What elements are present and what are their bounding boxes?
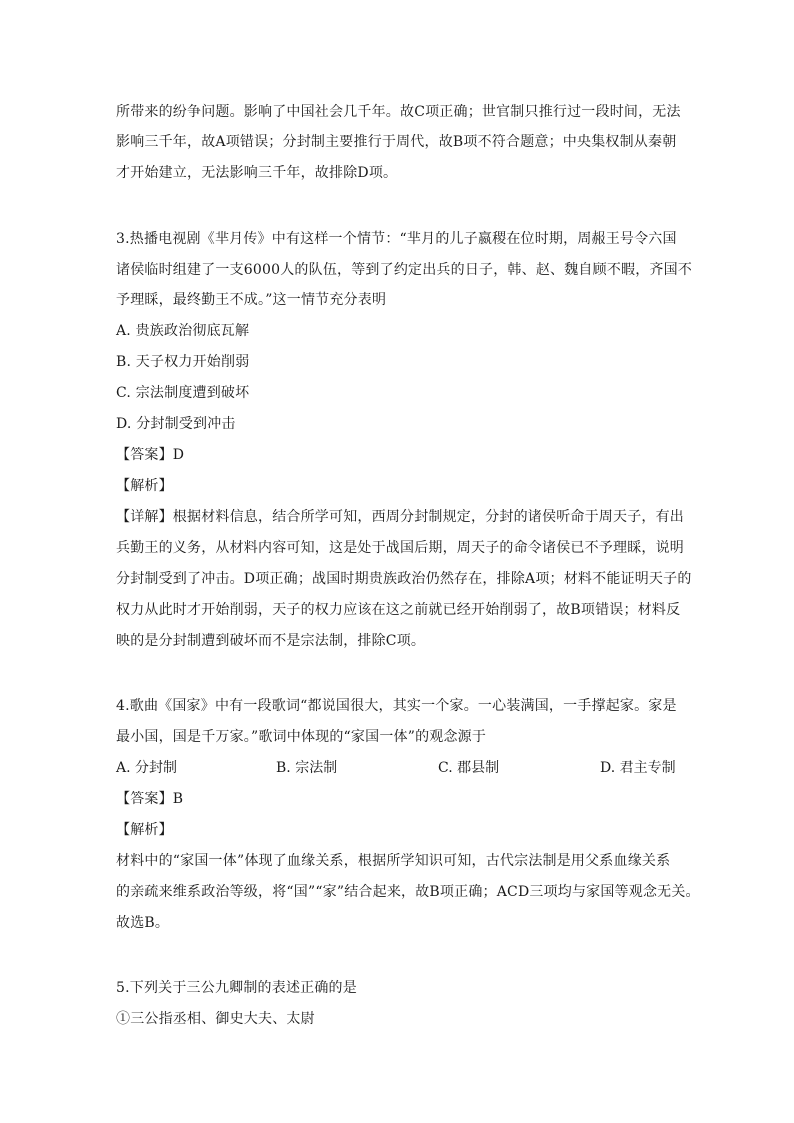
continuation-line-2: 影响三千年，故A项错误；分封制主要推行于周代，故B项不符合题意；中央集权制从秦朝 xyxy=(116,134,677,150)
q3-detail-line-4: 权力从此时才开始削弱，天子的权力应该在这之前就已经开始削弱了，故B项错误；材料反 xyxy=(116,602,681,618)
q4-option-a: A. 分封制 xyxy=(116,760,178,776)
q3-answer: 【答案】D xyxy=(116,447,185,463)
q3-option-c: C. 宗法制度遭到破坏 xyxy=(116,385,250,401)
q3-detail-line-5: 映的是分封制遭到破坏而不是宗法制，排除C项。 xyxy=(116,633,426,649)
q4-analysis-label: 【解析】 xyxy=(116,822,173,838)
q4-option-d: D. 君主专制 xyxy=(600,760,676,776)
q5-stem: 5.下列关于三公九卿制的表述正确的是 xyxy=(116,980,357,996)
q4-analysis-line-1: 材料中的“家国一体”体现了血缘关系，根据所学知识可知，古代宗法制是用父系血缘关系 xyxy=(116,853,671,869)
q4-option-b: B. 宗法制 xyxy=(276,760,338,776)
continuation-line-3: 才开始建立，无法影响三千年，故排除D项。 xyxy=(116,165,398,181)
q3-detail-line-1: 【详解】根据材料信息，结合所学可知，西周分封制规定，分封的诸侯听命于周天子，有出 xyxy=(116,509,684,525)
q3-option-a: A. 贵族政治彻底瓦解 xyxy=(116,323,250,339)
q3-option-b: B. 天子权力开始削弱 xyxy=(116,354,250,370)
q4-stem-line-1: 4.歌曲《国家》中有一段歌词“都说国很大，其实一个家。一心装满国，一手撑起家。家是 xyxy=(116,698,677,714)
q3-detail-line-3: 分封制受到了冲击。D项正确；战国时期贵族政治仍然存在，排除A项；材料不能证明天子的 xyxy=(116,571,692,587)
q4-stem-line-2: 最小国，国是千万家。”歌词中体现的“家国一体”的观念源于 xyxy=(116,729,487,745)
q4-analysis-line-3: 故选B。 xyxy=(116,915,170,931)
q3-analysis-label: 【解析】 xyxy=(116,478,173,494)
q4-option-c: C. 郡县制 xyxy=(438,760,500,776)
q3-stem-line-3: 予理睬，最终勤王不成。”这一情节充分表明 xyxy=(116,292,387,308)
continuation-line-1: 所带来的纷争问题。影响了中国社会几千年。故C项正确；世官制只推行过一段时间，无法 xyxy=(116,104,681,120)
q3-stem-line-1: 3.热播电视剧《芈月传》中有这样一个情节：“芈月的儿子嬴稷在位时期，周赧王号令六国 xyxy=(116,231,677,247)
q3-stem-line-2: 诸侯临时组建了一支6000人的队伍，等到了约定出兵的日子，韩、赵、魏自顾不暇，齐国不 xyxy=(116,262,693,278)
q3-option-d: D. 分封制受到冲击 xyxy=(116,416,236,432)
q4-analysis-line-2: 的亲疏来维系政治等级，将“国”“家”结合起来，故B项正确；ACD三项均与家国等观念无关。 xyxy=(116,884,700,900)
q4-answer: 【答案】B xyxy=(116,791,184,807)
q5-item-1: ①三公指丞相、御史大夫、太尉 xyxy=(116,1011,315,1027)
q3-detail-line-2: 兵勤王的义务，从材料内容可知，这是处于战国后期，周天子的命令诸侯已不予理睬，说明 xyxy=(116,540,684,556)
